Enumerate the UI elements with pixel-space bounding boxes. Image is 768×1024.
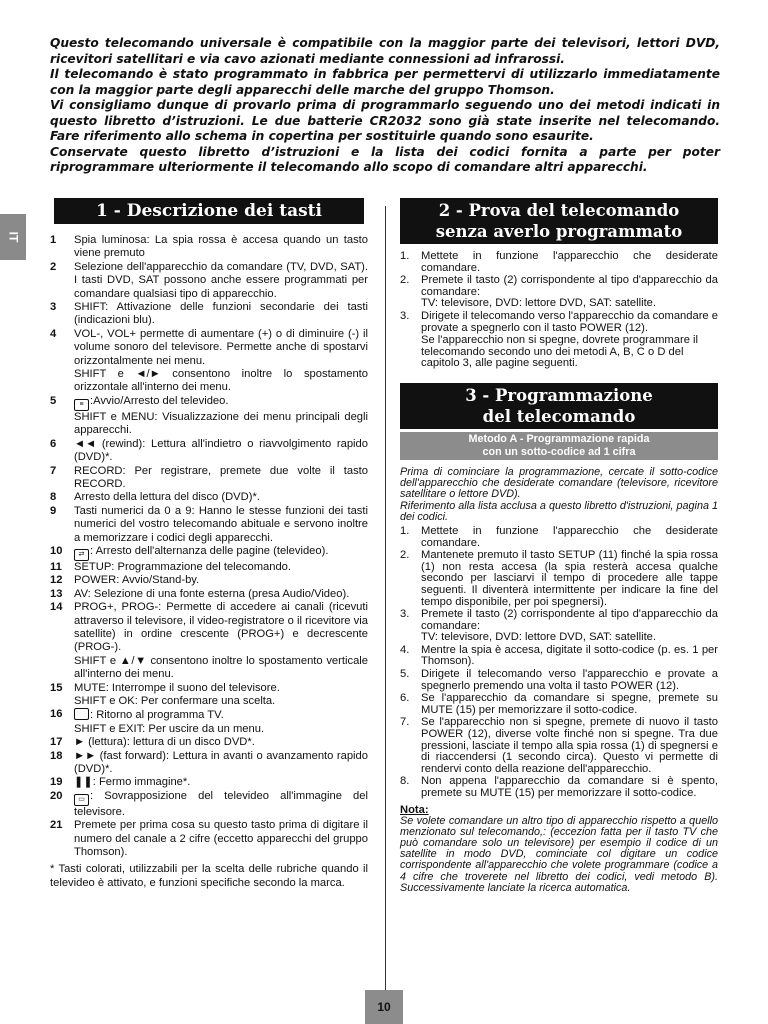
step-number: 2. <box>400 274 410 287</box>
key-description-line <box>74 545 368 561</box>
key-description-line <box>74 234 368 261</box>
key-description-text: AV: Selezione di una fonte esterna (presa Audio/Video). <box>74 587 350 600</box>
key-item <box>50 750 368 777</box>
key-number: 10 <box>50 544 63 557</box>
key-number: 6 <box>50 437 57 450</box>
key-item <box>50 819 368 859</box>
key-number: 1 <box>50 234 57 246</box>
key-description-text: SHIFT e MENU: Visualizzazione dei menu principali degli apparecchi. <box>74 410 368 437</box>
key-symbol-icon: ⇄ <box>74 549 89 561</box>
key-description-line <box>74 411 368 438</box>
key-number: 20 <box>50 789 63 802</box>
section-2-title <box>400 198 718 244</box>
key-description-line <box>74 561 368 574</box>
step-line: Premete il tasto (2) corrispondente al tipo d'apparecchio da comandare: <box>421 608 718 632</box>
section-3-step <box>400 526 718 549</box>
key-number: 11 <box>50 560 62 573</box>
intro-text <box>50 36 720 176</box>
step-text <box>421 669 718 692</box>
key-description-text: Spia luminosa: La spia rossa è accesa quando un tasto viene premuto <box>74 234 368 260</box>
key-description <box>74 261 368 301</box>
key-description-line <box>74 301 368 328</box>
intro-paragraph: Il telecomando è stato programmato in fabbrica per permettervi di utilizzarlo immediatamente con la maggior parte degli apparecchi delle marche del gruppo Thomson. <box>50 67 720 97</box>
key-description-text: : Sovrapposizione del televideo all'immagine del televisore. <box>74 789 368 818</box>
key-description <box>74 438 368 465</box>
intro-paragraph: Vi consigliamo dunque di provarlo prima di programmarlo seguendo uno dei metodi indicati in questo libretto d’istruzioni. Le due batterie CR2032 sono già state inserite nel telecomando. Fare riferimento allo schema in copertina per sostituirle quando sono esaurite. <box>50 98 720 143</box>
key-description <box>74 750 368 777</box>
key-description-text: Premete per prima cosa su questo tasto prima di digitare il numero del canale a 2 cifre (eccetto apparecchi del gruppo Thomson). <box>74 819 368 859</box>
method-a-line: Metodo A - Programmazione rapida <box>468 432 650 445</box>
key-description-text: ❚❚: Fermo immagine*. <box>74 776 191 789</box>
column-divider <box>385 206 386 990</box>
key-number: 16 <box>50 708 63 721</box>
key-description <box>74 491 368 504</box>
step-number: 3. <box>400 309 410 322</box>
step-line: Mentre la spia è accesa, digitate il sotto-codice (p. es. 1 per Thomson). <box>421 643 718 668</box>
step-number: 1. <box>400 250 410 262</box>
key-description <box>74 819 368 859</box>
key-description-text: : Arresto dell'alternanza delle pagine (televideo). <box>90 544 329 557</box>
step-line: Dirigete il telecomando verso l'apparecchio e provate a spegnerlo premendo una volta il tasto POWER (12). <box>421 668 718 692</box>
key-item <box>50 561 368 574</box>
key-description <box>74 574 368 587</box>
step-number: 1. <box>400 524 410 537</box>
key-description <box>74 395 368 438</box>
step-line: TV: televisore, DVD: lettore DVD, SAT: satellite. <box>421 297 657 310</box>
step-line: Dirigete il telecomando verso l'apparecchio da comandare e provate a spegnerlo con il tasto POWER (12). <box>421 309 718 334</box>
key-number: 17 <box>50 736 63 749</box>
key-description-line <box>74 682 368 695</box>
step-number: 8. <box>400 775 410 788</box>
key-description-line <box>74 819 368 859</box>
method-a-intro-text: Riferimento alla lista acclusa a questo libretto d'istruzioni, pagina 1 dei codici. <box>400 499 718 523</box>
section-3-step <box>400 717 718 775</box>
key-description-line <box>74 491 368 504</box>
key-description-text: ◄◄ (rewind): Lettura all'indietro o riavvolgimento rapido (DVD)*. <box>74 437 368 464</box>
key-item <box>50 261 368 301</box>
key-item <box>50 708 368 736</box>
key-description-line <box>74 465 368 492</box>
step-number: 5. <box>400 668 410 681</box>
key-number: 21 <box>50 819 63 832</box>
step-text <box>421 693 718 716</box>
section-3-step <box>400 645 718 668</box>
key-description <box>74 708 368 736</box>
key-description-text: MUTE: Interrompe il suono del televisore. <box>74 681 280 694</box>
step-text <box>421 609 718 644</box>
key-item <box>50 574 368 587</box>
key-description-text: SETUP: Programmazione del telecomando. <box>74 560 292 573</box>
key-description <box>74 776 368 789</box>
key-description-line <box>74 601 368 655</box>
key-description-text: SHIFT e EXIT: Per uscire da un menu. <box>74 722 265 735</box>
key-item <box>50 790 368 819</box>
key-description-line <box>74 776 368 789</box>
key-description-list <box>50 234 368 859</box>
key-symbol-icon: ▭ <box>74 794 89 806</box>
key-description-text: Arresto della lettura del disco (DVD)*. <box>74 491 260 504</box>
key-description <box>74 505 368 545</box>
section-3-steps <box>400 526 718 800</box>
section-1-note: * Tasti colorati, utilizzabili per la scelta delle rubriche quando il televideo è attivato, e funzioni specifiche secondo la marca. <box>50 863 368 889</box>
key-description-text: Tasti numerici da 0 a 9: Hanno le stesse funzioni dei tasti numerici del vostro telecomando abituale e servono inoltre a memorizzare i codici degli apparecchi. <box>74 504 368 544</box>
key-item <box>50 234 368 261</box>
language-tab <box>0 214 26 260</box>
key-description-line <box>74 655 368 682</box>
nota-text: Se volete comandare un altro tipo di apparecchio rispetto a quello menzionato sul telecomando,: (eccezion fatta per il tasto TV che può comandare solo un televisore) per esempio il codice di un satellite in modo DVD, cominciate col digitare un codice corrispondente all'apparecchio che volete programmare (codice a 4 cifre che troverete nel libretto dei codici, vedi metodo B). Successivamente lanciate la ricerca automatica. <box>400 814 718 894</box>
section-2-step <box>400 275 718 310</box>
key-number: 3 <box>50 301 57 314</box>
key-item <box>50 588 368 601</box>
method-a-header <box>400 432 718 460</box>
key-description-text: SHIFT: Attivazione delle funzioni secondarie dei tasti (indicazioni blu). <box>74 301 368 327</box>
key-description-text: SHIFT e OK: Per confermare una scelta. <box>74 695 276 707</box>
section-3-step <box>400 776 718 799</box>
key-description-text: RECORD: Per registrare, premete due volte il tasto RECORD. <box>74 464 368 490</box>
method-a-line: con un sotto-codice ad 1 cifra <box>482 445 636 458</box>
step-text <box>421 717 718 775</box>
key-description <box>74 234 368 261</box>
key-description-text: : Ritorno al programma TV. <box>90 709 224 722</box>
sections-2-3-column <box>400 198 718 894</box>
key-number: 4 <box>50 327 57 340</box>
key-description-text: SHIFT e ▲/▼ consentono inoltre lo spostamento verticale all'interno dei menu. <box>74 654 368 681</box>
key-description-line <box>74 723 368 736</box>
method-a-intro-text: Prima di cominciare la programmazione, cercate il sotto-codice dell'apparecchio che desiderate comandare (televisore, ricevitore satellitare o lettore DVD). <box>400 465 718 501</box>
key-description-text: POWER: Avvio/Stand-by. <box>74 574 200 587</box>
step-number: 6. <box>400 692 410 705</box>
key-description <box>74 301 368 328</box>
step-number: 7. <box>400 716 410 729</box>
nota-label: Nota: <box>400 803 429 816</box>
key-number: 13 <box>50 587 63 600</box>
section-2-title-line: senza averlo programmato <box>435 222 683 241</box>
key-description-text: ► (lettura): lettura di un disco DVD*. <box>74 736 255 749</box>
section-2-after: Se l'apparecchio non si spegne, dovrete programmare il telecomando secondo uno dei metodi A, B, C o D del capitolo 3, alle pagine seguenti. <box>421 334 699 370</box>
step-text <box>421 251 718 274</box>
step-line: Se l'apparecchio non si spegne, premete di nuovo il tasto POWER (12), diverse volte finché non si spegne. Tra due pressioni, lasciate il tempo alla spia rossa (1) di spegnersi e di riaccendersi (1 secondo circa). Questo vi permette di rendervi conto della reazione dell'apparecchio. <box>421 716 718 775</box>
key-description-line <box>74 395 368 411</box>
key-description-line <box>74 368 368 395</box>
key-description-line <box>74 261 368 301</box>
key-description-text: :Avvio/Arresto del televideo. <box>90 394 229 407</box>
key-item <box>50 395 368 438</box>
key-description-line <box>74 328 368 368</box>
step-text <box>421 275 718 310</box>
intro-paragraph: Questo telecomando universale è compatibile con la maggior parte dei televisori, lettori DVD, ricevitori satellitari e via cavo azionati mediante connessioni ad infrarossi. <box>50 36 720 66</box>
key-description <box>74 465 368 492</box>
key-item <box>50 328 368 395</box>
language-tab-label: IT <box>5 231 20 243</box>
key-item <box>50 682 368 709</box>
section-3-title-line: 3 - Programmazione <box>465 385 653 405</box>
section-2-step <box>400 311 718 334</box>
step-line: Premete il tasto (2) corrispondente al tipo d'apparecchio da comandare: <box>421 274 718 298</box>
key-item <box>50 601 368 681</box>
step-line: TV: televisore, DVD: lettore DVD, SAT: satellite. <box>421 631 657 644</box>
section-3-step <box>400 669 718 692</box>
section-3-title <box>400 383 718 429</box>
step-number: 4. <box>400 643 410 656</box>
key-number: 14 <box>50 601 63 614</box>
key-description-text: VOL-, VOL+ permette di aumentare (+) o di diminuire (-) il volume sonoro del televisore. Permette anche di spostarvi orizzontalmente nei menu. <box>74 327 368 367</box>
section-3-step <box>400 609 718 644</box>
key-description-line <box>74 438 368 465</box>
key-description-line <box>74 574 368 587</box>
key-description <box>74 328 368 395</box>
key-description-text: Selezione dell'apparecchio da comandare (TV, DVD, SAT). I tasti DVD, SAT possono anche essere programmati per comandare qualsiasi tipo di apparecchio. <box>74 260 368 300</box>
key-description-line <box>74 588 368 601</box>
key-description-text: PROG+, PROG-: Permette di accedere ai canali (ricevuti attraverso il televisore, il video-registratore o il ricevitore via satellite) in ordine crescente (PROG+) e decrescente (PROG-). <box>74 601 368 654</box>
step-line: Non appena l'apparecchio da comandare si è spento, premete su MUTE (15) per memorizzare il sotto-codice. <box>421 775 718 800</box>
key-description-line <box>74 736 368 749</box>
key-description <box>74 601 368 681</box>
step-text <box>421 526 718 549</box>
key-number: 19 <box>50 776 63 789</box>
step-line: Mettete in funzione l'apparecchio che desiderate comandare. <box>421 250 718 274</box>
step-text <box>421 645 718 668</box>
key-description-line <box>74 708 368 722</box>
key-description-line <box>74 505 368 545</box>
key-item <box>50 736 368 749</box>
key-item <box>50 491 368 504</box>
key-item <box>50 545 368 561</box>
key-symbol-icon: ≡ <box>74 399 89 411</box>
key-number: 18 <box>50 749 63 762</box>
step-number: 3. <box>400 608 410 621</box>
section-1-column <box>50 198 368 890</box>
method-a-intro <box>400 467 718 523</box>
key-description-line <box>74 790 368 819</box>
intro-paragraph: Conservate questo libretto d’istruzioni e la lista dei codici fornita a parte per poter riprogrammare ulteriormente il telecomando allo scopo di comandare altri apparecchi. <box>50 144 720 174</box>
section-1-title: 1 - Descrizione dei tasti <box>54 198 364 224</box>
key-description-text: SHIFT e ◄/► consentono inoltre lo spostamento orizzontale all'interno dei menu. <box>74 368 368 394</box>
key-description-text: ►► (fast forward): Lettura in avanti o avanzamento rapido (DVD)*. <box>74 749 368 776</box>
section-2-steps <box>400 251 718 334</box>
step-line: Mantenete premuto il tasto SETUP (11) finché la spia rossa (1) non resta accesa (la spia resterà accesa qualche secondo per lasciarvi il tempo di procedere alle tappe seguenti. Il diventerà intermittente per indicare la fine del tempo disponibile, per poi spegnersi). <box>421 549 718 608</box>
key-item <box>50 301 368 328</box>
key-description <box>74 790 368 819</box>
key-description <box>74 545 368 561</box>
page-number: 10 <box>365 990 403 1024</box>
key-description <box>74 561 368 574</box>
key-description <box>74 588 368 601</box>
key-item <box>50 465 368 492</box>
step-number: 2. <box>400 549 410 562</box>
key-description <box>74 736 368 749</box>
section-3-title-line: del telecomando <box>482 406 636 426</box>
key-number: 12 <box>50 574 63 587</box>
step-text <box>421 776 718 799</box>
section-2-step <box>400 251 718 274</box>
key-number: 5 <box>50 394 57 407</box>
key-description-line <box>74 750 368 777</box>
key-item <box>50 505 368 545</box>
key-item <box>50 776 368 789</box>
step-text <box>421 550 718 608</box>
key-item <box>50 438 368 465</box>
key-number: 15 <box>50 681 63 694</box>
key-description-line <box>74 695 368 708</box>
step-line: Se l'apparecchio da comandare si spegne, premete su MUTE (15) per memorizzare il sotto-codice. <box>421 692 718 716</box>
section-2-title-line: 2 - Prova del telecomando <box>438 201 680 220</box>
key-number: 9 <box>50 504 57 517</box>
step-line: Mettete in funzione l'apparecchio che desiderate comandare. <box>421 524 718 549</box>
section-3-step <box>400 693 718 716</box>
key-number: 8 <box>50 491 57 504</box>
key-description <box>74 682 368 709</box>
step-text <box>421 311 718 334</box>
key-symbol-icon <box>74 708 89 720</box>
key-number: 2 <box>50 260 57 273</box>
section-3-step <box>400 550 718 608</box>
key-number: 7 <box>50 464 57 477</box>
